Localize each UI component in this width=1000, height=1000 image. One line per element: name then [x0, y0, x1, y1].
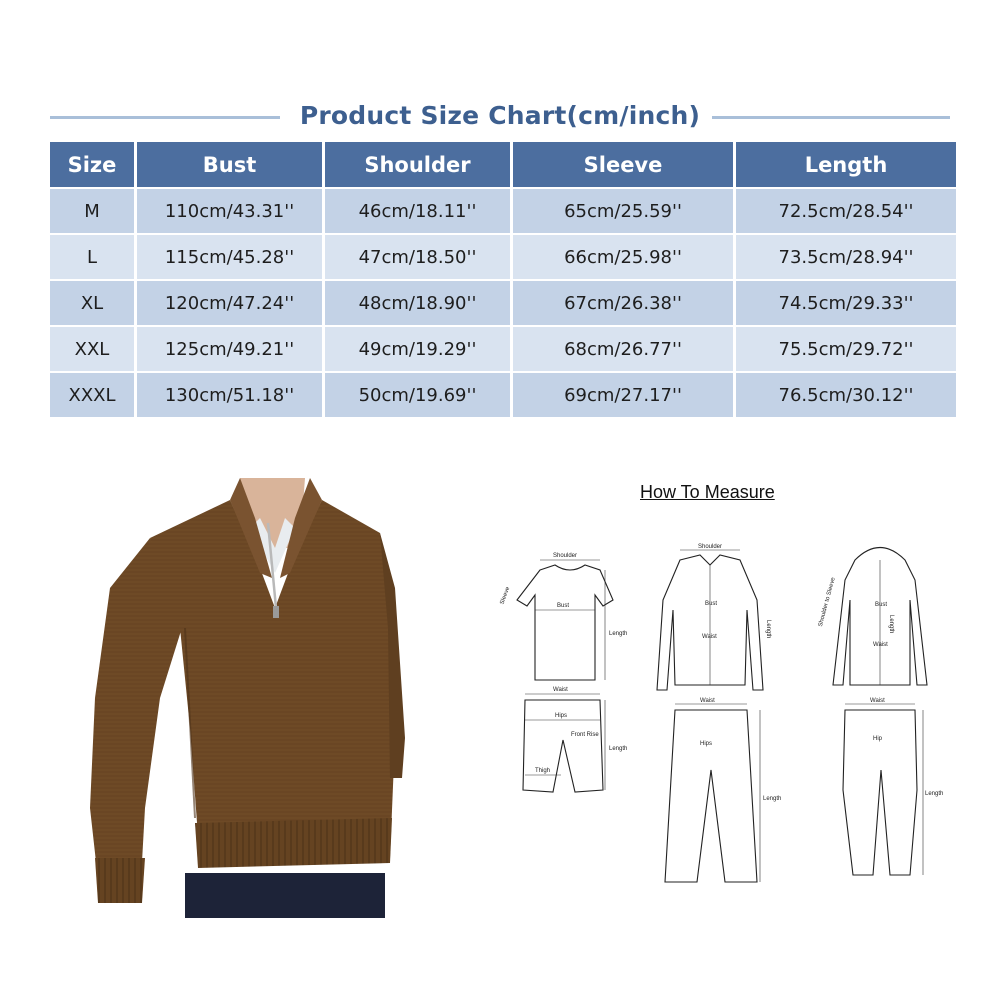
cell-size: XXXL [50, 373, 134, 417]
measurement-diagrams [495, 540, 945, 890]
label-bust-hoodie: Bust [875, 602, 888, 608]
cell-shoulder: 49cm/19.29'' [325, 327, 510, 371]
cell-sleeve: 69cm/27.17'' [513, 373, 733, 417]
label-waist: Waist [553, 687, 568, 693]
title-rule-right [712, 116, 950, 119]
cell-size: L [50, 235, 134, 279]
label-front-rise: Front Rise [571, 732, 599, 738]
cell-length: 72.5cm/28.54'' [736, 189, 956, 233]
cell-bust: 130cm/51.18'' [137, 373, 322, 417]
header-bust: Bust [137, 142, 322, 187]
cell-shoulder: 46cm/18.11'' [325, 189, 510, 233]
cell-length: 76.5cm/30.12'' [736, 373, 956, 417]
sweater-product-image [90, 478, 405, 918]
label-bust-shirt: Bust [705, 601, 718, 607]
label-sleeve: Sleeve [499, 586, 512, 606]
table-row [50, 327, 956, 371]
chart-title: Product Size Chart(cm/inch) [299, 101, 701, 130]
chart-title-row [50, 96, 950, 136]
cell-sleeve: 65cm/25.59'' [513, 189, 733, 233]
cell-sleeve: 68cm/26.77'' [513, 327, 733, 371]
cell-size: XXL [50, 327, 134, 371]
label-hip-joggers: Hip [873, 736, 883, 742]
header-shoulder: Shoulder [325, 142, 510, 187]
label-waist-trousers: Waist [700, 698, 715, 704]
label-shoulder-shirt: Shoulder [698, 544, 723, 550]
label-shoulder-to-sleeve: Shoulder to Sleeve [817, 576, 837, 628]
label-length: Length [609, 631, 628, 637]
size-table [47, 140, 959, 419]
header-length: Length [736, 142, 956, 187]
table-row [50, 281, 956, 325]
cell-bust: 115cm/45.28'' [137, 235, 322, 279]
tshirt-diagram [500, 553, 628, 680]
cell-length: 74.5cm/29.33'' [736, 281, 956, 325]
label-hips-trousers: Hips [700, 741, 713, 747]
label-length-shirt: Length [765, 620, 771, 639]
label-waist-shirt: Waist [702, 634, 717, 640]
cell-shoulder: 48cm/18.90'' [325, 281, 510, 325]
label-length-trousers: Length [763, 796, 782, 802]
label-thigh: Thigh [535, 768, 551, 774]
cell-size: XL [50, 281, 134, 325]
cell-bust: 120cm/47.24'' [137, 281, 322, 325]
hoodie-diagram [818, 548, 927, 686]
label-length-shorts: Length [609, 746, 628, 752]
cell-shoulder: 47cm/18.50'' [325, 235, 510, 279]
trousers-diagram [665, 698, 781, 882]
cell-sleeve: 66cm/25.98'' [513, 235, 733, 279]
shirt-diagram [657, 544, 771, 690]
cell-bust: 125cm/49.21'' [137, 327, 322, 371]
cell-bust: 110cm/43.31'' [137, 189, 322, 233]
table-row [50, 235, 956, 279]
label-waist-hoodie: Waist [873, 642, 888, 648]
label-shoulder: Shoulder [553, 553, 578, 559]
table-row [50, 373, 956, 417]
table-row [50, 189, 956, 233]
cell-size: M [50, 189, 134, 233]
cell-length: 75.5cm/29.72'' [736, 327, 956, 371]
table-header-row [50, 142, 956, 187]
how-to-measure-title: How To Measure [640, 482, 775, 502]
joggers-diagram [843, 698, 943, 875]
label-length-hoodie: Length [888, 615, 894, 634]
header-sleeve: Sleeve [513, 142, 733, 187]
label-length-joggers: Length [925, 791, 944, 797]
label-waist-joggers: Waist [870, 698, 885, 704]
shorts-diagram [523, 687, 627, 792]
label-hips: Hips [555, 713, 568, 719]
cell-sleeve: 67cm/26.38'' [513, 281, 733, 325]
cell-length: 73.5cm/28.94'' [736, 235, 956, 279]
header-size: Size [50, 142, 134, 187]
cell-shoulder: 50cm/19.69'' [325, 373, 510, 417]
label-bust: Bust [557, 603, 570, 609]
